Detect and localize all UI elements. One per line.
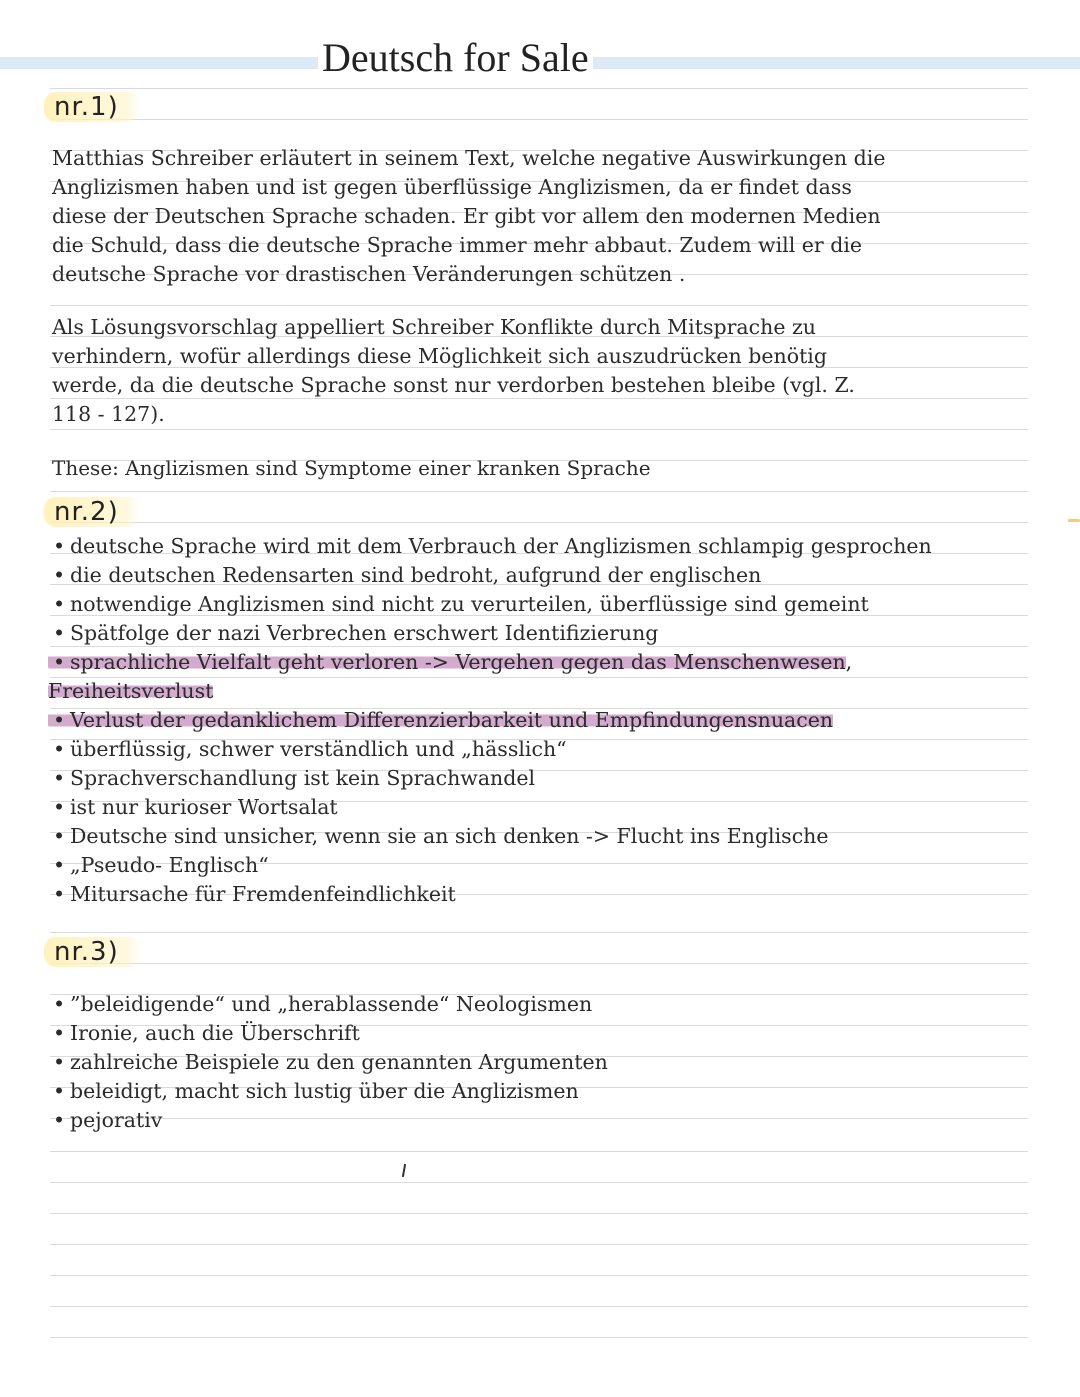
ruled-line (50, 119, 1028, 120)
thesis-line: These: Anglizismen sind Symptome einer kranken Sprache (52, 456, 651, 480)
list-item: • Spätfolge der nazi Verbrechen erschwert Identifizierung (48, 619, 932, 648)
list-item-highlighted: • Verlust der gedanklichem Differenzierbarkeit und Empfindungensnuacen (48, 706, 932, 735)
list-item: • Sprachverschandlung ist kein Sprachwandel (48, 764, 932, 793)
pen-stroke (402, 1164, 406, 1177)
bullet: • (52, 853, 66, 877)
bullet: • (52, 795, 66, 819)
bullet: • (52, 1021, 66, 1045)
ruled-line (50, 491, 1028, 492)
ruled-line (50, 1182, 1028, 1183)
bullet: • (52, 621, 66, 645)
list-item: • Deutsche sind unsicher, wenn sie an sich denken -> Flucht ins Englische (48, 822, 932, 851)
argument-list (48, 532, 932, 909)
list-item: • ist nur kurioser Wortsalat (48, 793, 932, 822)
bullet: • (52, 708, 66, 732)
margin-mark (1068, 519, 1080, 522)
section-heading-1: nr.1) (44, 92, 141, 122)
ruled-line (50, 1151, 1028, 1152)
section-heading-2: nr.2) (44, 497, 141, 527)
list-item: • pejorativ (48, 1106, 608, 1135)
page-title: Deutsch for Sale (318, 30, 593, 86)
list-item-highlighted: • sprachliche Vielfalt geht verloren -> Vergehen gegen das Menschenwesen, (48, 648, 932, 677)
list-item: • Mitursache für Fremdenfeindlichkeit (48, 880, 932, 909)
list-item-continuation: Freiheitsverlust (48, 679, 214, 703)
ruled-line (50, 522, 1028, 523)
list-item: • beleidigt, macht sich lustig über die Anglizismen (48, 1077, 608, 1106)
bullet: • (52, 737, 66, 761)
bullet: • (52, 563, 66, 587)
section-heading-3: nr.3) (44, 937, 141, 967)
list-item: • die deutschen Redensarten sind bedroht, aufgrund der englischen (48, 561, 932, 590)
list-item: • deutsche Sprache wird mit dem Verbrauch der Anglizismen schlampig gesprochen (48, 532, 932, 561)
ruled-line (50, 1275, 1028, 1276)
bullet: • (52, 824, 66, 848)
bullet: • (52, 992, 66, 1016)
bullet: • (52, 1050, 66, 1074)
bullet: • (52, 882, 66, 906)
bullet: • (52, 592, 66, 616)
list-item: • Ironie, auch die Überschrift (48, 1019, 608, 1048)
ruled-line (50, 932, 1028, 933)
bullet: • (52, 1108, 66, 1132)
ruled-line (50, 1213, 1028, 1214)
list-item: • ”beleidigende“ und „herablassende“ Neologismen (48, 990, 608, 1019)
bullet: • (52, 534, 66, 558)
list-item: • notwendige Anglizismen sind nicht zu verurteilen, überflüssige sind gemeint (48, 590, 932, 619)
ruled-line (50, 305, 1028, 306)
list-item: • überflüssig, schwer verständlich und „hässlich“ (48, 735, 932, 764)
bullet: • (52, 766, 66, 790)
ruled-line (50, 1306, 1028, 1307)
bullet: • (52, 1079, 66, 1103)
ruled-line (50, 1244, 1028, 1245)
list-item: • „Pseudo- Englisch“ (48, 851, 932, 880)
bullet: • (52, 650, 66, 674)
solution-paragraph: Als Lösungsvorschlag appelliert Schreiber Konflikte durch Mitsprache zu verhindern, wofür allerdings diese Möglichkeit sich auszudrücken benötig werde, da die deutsche Sprache sonst nur verdorben bestehen bleibe (vgl. Z. 118 - 127). (52, 315, 855, 426)
ruled-line (50, 963, 1028, 964)
list-item: • zahlreiche Beispiele zu den genannten Argumenten (48, 1048, 608, 1077)
ruled-line (50, 1337, 1028, 1338)
ruled-line (50, 429, 1028, 430)
stylistic-devices-list (48, 990, 608, 1135)
ruled-line (50, 88, 1028, 89)
summary-paragraph: Matthias Schreiber erläutert in seinem Text, welche negative Auswirkungen die Anglizismen haben und ist gegen überflüssige Anglizismen, da er findet dass diese der Deutschen Sprache schaden. Er gibt vor allem den modernen Medien die Schuld, dass die deutsche Sprache immer mehr abbaut. Zudem will er die deutsche Sprache vor drastischen Veränderungen schützen . (52, 146, 886, 286)
